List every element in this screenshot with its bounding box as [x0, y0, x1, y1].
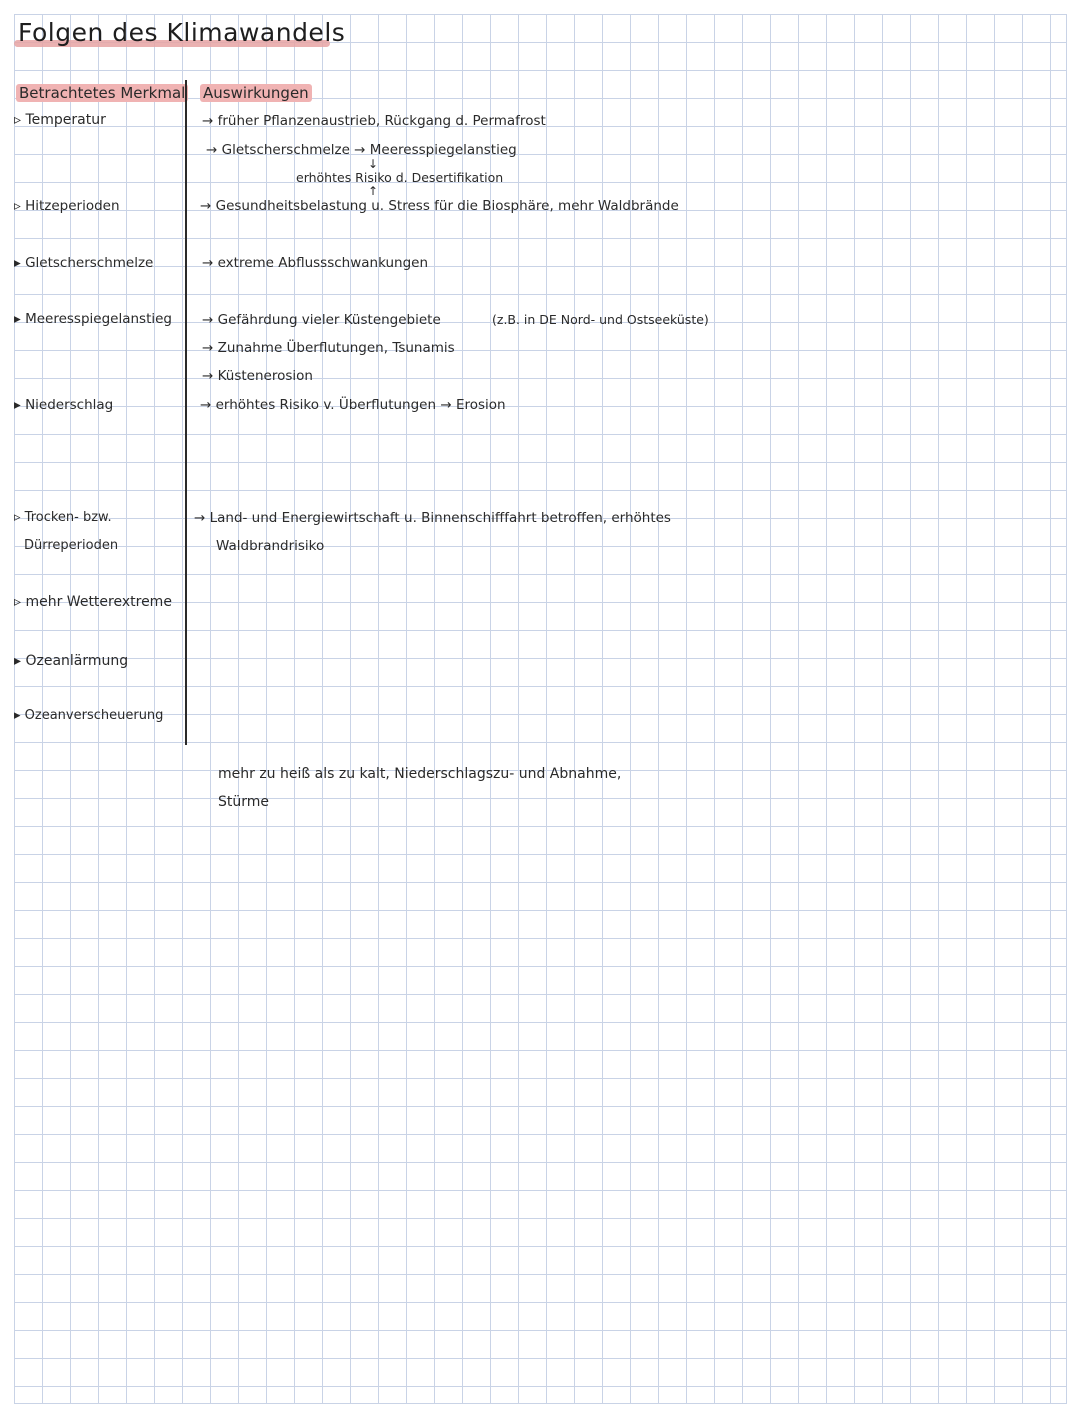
effect-temperatur-3: erhöhtes Risiko d. Desertifikation: [296, 170, 504, 185]
page-title: Folgen des Klimawandels: [18, 18, 346, 47]
note-line-1: mehr zu heiß als zu kalt, Niederschlagszu- und Abnahme,: [218, 766, 622, 782]
effect-trocken-2: Waldbrandrisiko: [216, 538, 325, 554]
effect-meer-3: → Küstenerosion: [202, 368, 313, 384]
effect-hitzeperioden: → Gesundheitsbelastung u. Stress für die Biosphäre, mehr Waldbrände: [200, 198, 679, 214]
effect-meer-aside: (z.B. in DE Nord- und Ostseeküste): [492, 312, 709, 327]
feature-trocken-2: Dürreperioden: [24, 538, 119, 553]
feature-gletscherschmelze: ▸ Gletscherschmelze: [14, 255, 154, 271]
header-effects: Auswirkungen: [200, 84, 312, 102]
feature-trocken-1: ▹ Trocken- bzw.: [14, 510, 112, 525]
header-feature: Betrachtetes Merkmal: [16, 84, 188, 102]
feature-temperatur: ▹ Temperatur: [14, 112, 106, 128]
grid-paper: [14, 14, 1067, 1404]
arrow-up-icon: ↑: [368, 184, 379, 198]
effect-meer-2: → Zunahme Überflutungen, Tsunamis: [202, 340, 455, 356]
effect-temperatur-1: → früher Pflanzenaustrieb, Rückgang d. Permafrost: [202, 113, 546, 129]
effect-trocken-1: → Land- und Energiewirtschaft u. Binnenschifffahrt betroffen, erhöhtes: [194, 510, 671, 526]
feature-ozeanverscheuerung: ▸ Ozeanverscheuerung: [14, 708, 164, 723]
feature-ozeanlaermung: ▸ Ozeanlärmung: [14, 653, 129, 669]
feature-meeresspiegelanstieg: ▸ Meeresspiegelanstieg: [14, 311, 172, 327]
column-divider: [185, 80, 187, 745]
effect-temperatur-2: → Gletscherschmelze → Meeresspiegelanstieg: [206, 142, 517, 158]
note-line-2: Stürme: [218, 794, 270, 810]
effect-meer-1: → Gefährdung vieler Küstengebiete: [202, 312, 441, 328]
feature-hitzeperioden: ▹ Hitzeperioden: [14, 198, 120, 214]
effect-gletscherschmelze: → extreme Abflussschwankungen: [202, 255, 429, 271]
effect-niederschlag: → erhöhtes Risiko v. Überflutungen → Erosion: [200, 397, 506, 413]
feature-wetterextreme: ▹ mehr Wetterextreme: [14, 594, 172, 610]
arrow-down-icon: ↓: [368, 157, 379, 171]
feature-niederschlag: ▸ Niederschlag: [14, 397, 114, 413]
